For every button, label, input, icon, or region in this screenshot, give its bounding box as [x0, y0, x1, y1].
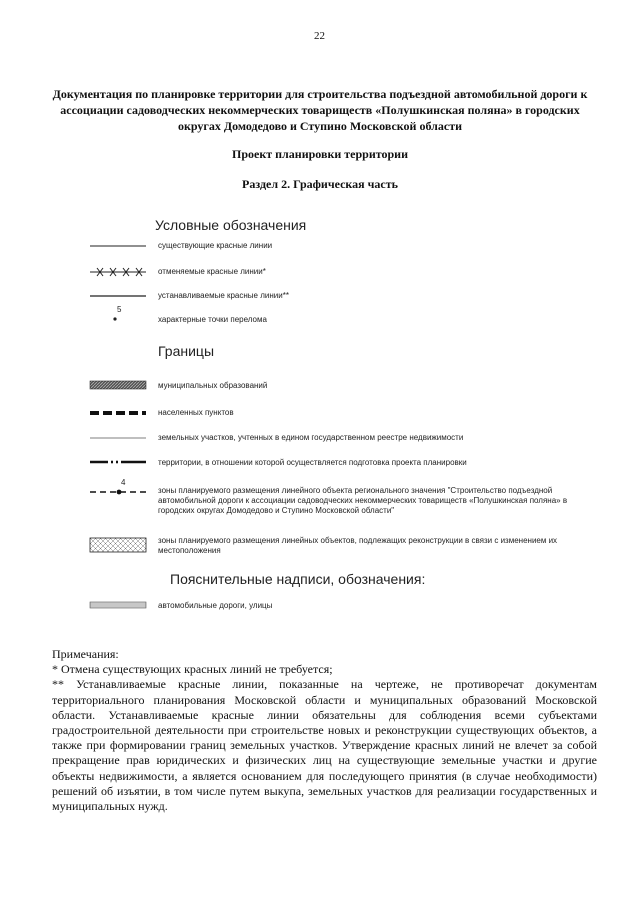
solid-line-icon	[88, 291, 148, 301]
legend-label: существующие красные линии	[158, 241, 273, 250]
dashed-thick-line-icon	[88, 407, 148, 419]
point-marker-label: 5	[117, 305, 122, 314]
road-band-icon	[88, 599, 148, 611]
boundary-label: населенных пунктов	[158, 408, 234, 417]
dashed-point-line-icon	[88, 486, 148, 498]
boundary-label: зоны планируемого размещения линейного объекта регионального значения "Строительство подъездной автомобильной дороги к ассоциации садоводческих некоммерческих товариществ «Полушкинская поляна» в городских округах Домодедово и Ступино Московской области"	[158, 486, 568, 515]
point-marker-label: 4	[121, 478, 126, 487]
hatched-band-icon	[88, 379, 148, 391]
explanatory-heading: Пояснительные надписи, обозначения:	[170, 571, 426, 587]
note-line: * Отмена существующих красных линий не требуется;	[52, 662, 333, 677]
legend-label: характерные точки перелома	[158, 315, 267, 324]
legend-heading: Условные обозначения	[155, 217, 307, 233]
page-number: 22	[314, 30, 325, 42]
document-subtitle: Проект планировки территории	[231, 147, 409, 161]
solid-line-icon	[88, 241, 148, 251]
section-title: Раздел 2. Графическая часть	[242, 177, 398, 191]
thin-line-icon	[88, 433, 148, 443]
legend-label: отменяемые красные линии*	[158, 267, 266, 276]
boundary-label: территории, в отношении которой осуществляется подготовка проекта планировки	[158, 458, 467, 467]
boundary-label: зоны планируемого размещения линейных объектов, подлежащих реконструкции в связи с изменением их местоположения	[158, 536, 558, 555]
document-title: Документация по планировке территории для строительства подъездной автомобильной дороги к ассоциации садоводческих некоммерческих товариществ «Полушкинская поляна» в городских округах Домодедово и Ступино Московской области	[52, 87, 588, 133]
explanatory-label: автомобильные дороги, улицы	[158, 601, 273, 610]
boundary-label: земельных участков, учтенных в едином государственном реестре недвижимости	[158, 433, 464, 442]
boundaries-heading: Границы	[158, 343, 214, 359]
legend-label: устанавливаемые красные линии**	[158, 291, 289, 300]
note-line: ** Устанавливаемые красные линии, показанные на чертеже, не противоречат документам территориального планирования Московской области и муниципальных образований Московской области. Устанавливаемые красные линии обязательны для соблюдения всеми субъектами градостроительной деятельности при строительстве новых и реконструкции существующих объектов, а также при формировании границ земельных участков. Утверждение красных линий не влечет за собой прекращение прав юридических и физических лиц на существующие земельные участки и другие объекты недвижимости, а является основанием для последующего принятия (в случае необходимости) решений об изъятии, в том числе путем выкупа, земельных участков для реализации государственных и муниципальных нужд.	[52, 677, 597, 814]
dash-dot-line-icon	[88, 456, 148, 468]
notes-heading: Примечания:	[52, 647, 119, 661]
notes-section	[52, 647, 597, 814]
crosshatch-box-icon	[88, 536, 148, 554]
point-icon	[88, 314, 148, 324]
boundary-label: муниципальных образований	[158, 381, 268, 390]
crossed-line-icon	[88, 266, 148, 278]
